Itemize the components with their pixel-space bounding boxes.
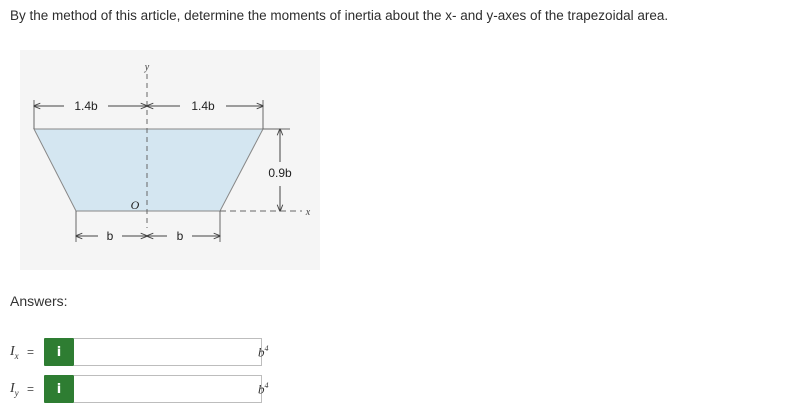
iy-equals: = (27, 382, 35, 396)
ix-answer-input[interactable] (74, 338, 262, 366)
dim-top-left: 1.4b (74, 99, 98, 113)
x-axis-label: x (305, 207, 311, 218)
y-axis-label: y (144, 62, 150, 73)
ix-unit: $b^4$ (258, 344, 269, 360)
question-text: By the method of this article, determine the moments of inertia about the x- and y-axes of the trapezoidal area. (10, 8, 669, 23)
iy-answer-input[interactable] (74, 375, 262, 403)
dim-bottom-left: b (106, 229, 114, 243)
answers-heading: Answers: (10, 293, 68, 309)
iy-unit: $b^4$ (258, 381, 269, 397)
dim-top-right: 1.4b (191, 99, 215, 113)
origin-label: O (130, 198, 140, 212)
trapezoid-figure (20, 50, 320, 270)
dim-bottom-right: b (176, 229, 184, 243)
dim-height: 0.9b (268, 166, 292, 180)
iy-label: $I_y$ (10, 381, 19, 398)
iy-info-button[interactable]: i (44, 375, 74, 403)
ix-info-button[interactable]: i (44, 338, 74, 366)
ix-label: $I_x$ (10, 344, 19, 361)
ix-equals: = (27, 345, 35, 359)
